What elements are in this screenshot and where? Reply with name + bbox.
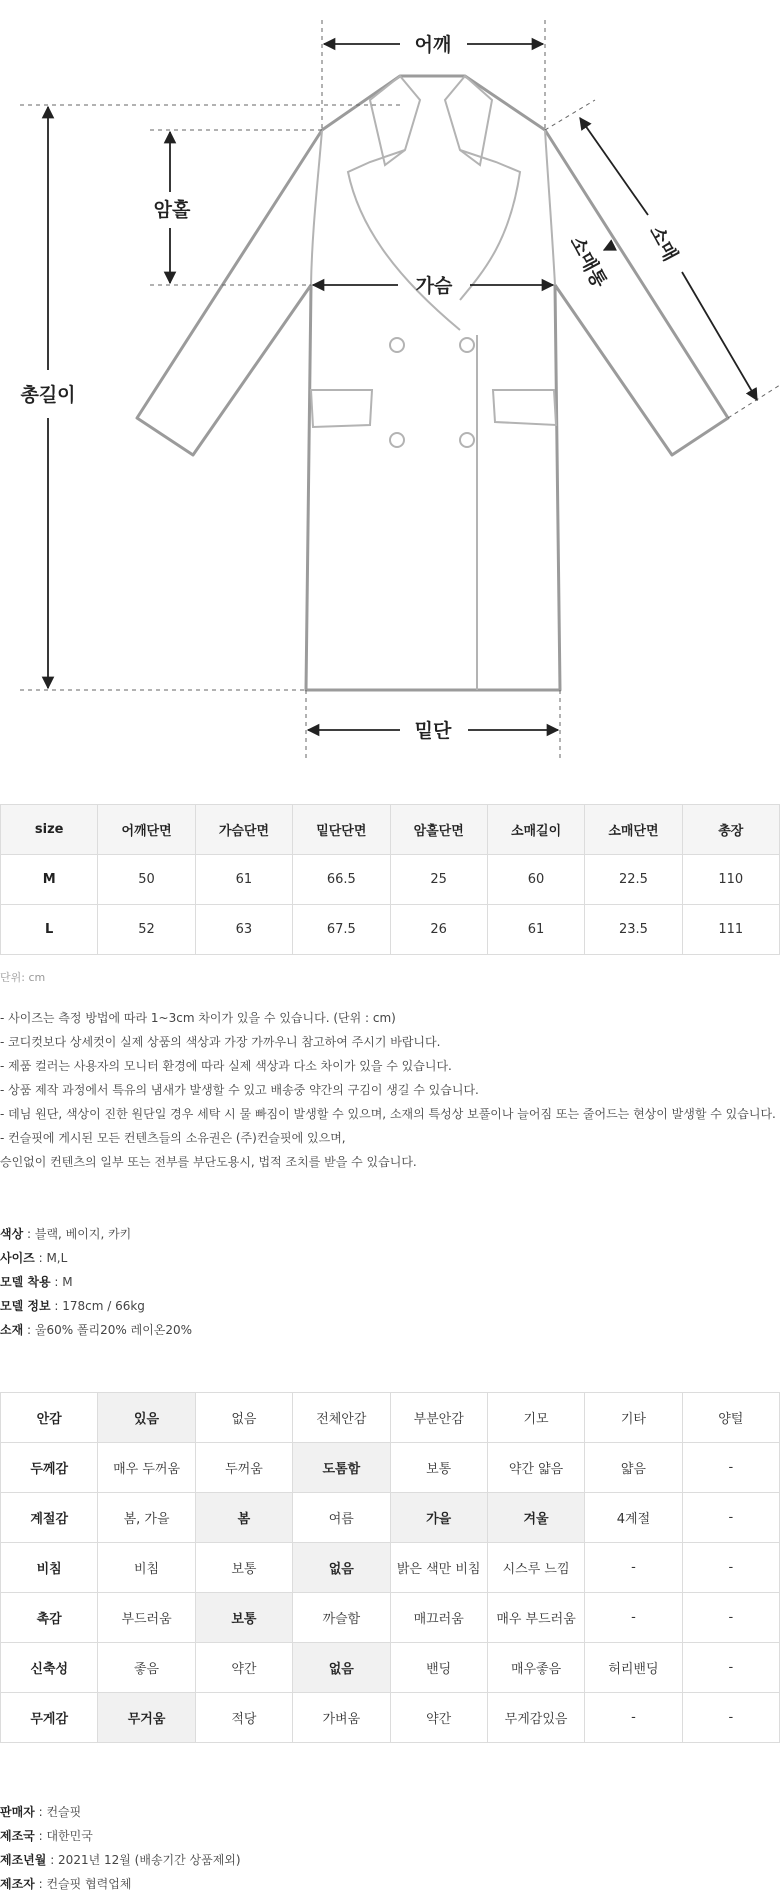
feel-cell: 두께감 xyxy=(1,1443,98,1493)
size-cell: 67.5 xyxy=(293,905,390,955)
unit-note: 단위: cm xyxy=(0,971,46,984)
spec-label: 소재 xyxy=(0,1323,24,1337)
notice-list xyxy=(0,1006,776,1174)
seller-value: : 2021년 12월 (배송기간 상품제외) xyxy=(46,1853,241,1867)
feel-cell: 가을 xyxy=(390,1493,487,1543)
feel-cell: 매끄러움 xyxy=(390,1593,487,1643)
feel-cell: 약간 얇음 xyxy=(487,1443,584,1493)
feel-cell: 매우 두꺼움 xyxy=(98,1443,195,1493)
notice-line: - 제품 컬러는 사용자의 모니터 환경에 따라 실제 색상과 다소 차이가 있을 수 있습니다. xyxy=(0,1059,452,1073)
feel-cell: 약간 xyxy=(390,1693,487,1743)
feel-cell: - xyxy=(585,1693,682,1743)
spec-row xyxy=(0,1318,192,1342)
seller-label: 제조자 xyxy=(0,1877,35,1891)
size-header-cell: 소매길이 xyxy=(487,805,584,855)
feel-cell: 밝은 색만 비침 xyxy=(390,1543,487,1593)
spec-value: : 블랙, 베이지, 카키 xyxy=(23,1227,132,1241)
seller-info xyxy=(0,1800,241,1896)
label-sleeve: 소매 xyxy=(644,222,682,265)
feel-cell: 무게감 xyxy=(1,1693,98,1743)
feel-cell: 매우 부드러움 xyxy=(487,1593,584,1643)
size-cell: 25 xyxy=(390,855,487,905)
feel-cell: 무게감있음 xyxy=(487,1693,584,1743)
label-total-length: 총길이 xyxy=(20,384,76,406)
spec-value: : 울60% 폴리20% 레이온20% xyxy=(23,1323,193,1337)
feel-cell: 매우좋음 xyxy=(487,1643,584,1693)
size-header-cell: 암홀단면 xyxy=(390,805,487,855)
spec-value: : 178cm / 66kg xyxy=(50,1299,145,1313)
size-header-cell: 가슴단면 xyxy=(195,805,292,855)
feel-cell: - xyxy=(585,1593,682,1643)
feel-cell: 좋음 xyxy=(98,1643,195,1693)
size-cell: L xyxy=(1,905,98,955)
size-cell: 63 xyxy=(195,905,292,955)
feel-cell: 까슬함 xyxy=(293,1593,390,1643)
coat-outline xyxy=(137,76,728,690)
seller-value: : 대한민국 xyxy=(34,1829,93,1843)
measure-arrows xyxy=(48,44,757,730)
label-hem: 밑단 xyxy=(414,720,452,742)
feel-cell: - xyxy=(682,1643,779,1693)
label-armhole: 암홀 xyxy=(153,199,191,221)
feel-cell: 양털 xyxy=(682,1393,779,1443)
feel-cell: 두꺼움 xyxy=(195,1443,292,1493)
feel-cell: 보통 xyxy=(195,1593,292,1643)
feel-cell: - xyxy=(585,1543,682,1593)
feel-cell: 도톰함 xyxy=(293,1443,390,1493)
size-cell: 66.5 xyxy=(293,855,390,905)
feel-cell: 적당 xyxy=(195,1693,292,1743)
size-cell: 60 xyxy=(487,855,584,905)
spec-label: 사이즈 xyxy=(0,1251,35,1265)
spec-row xyxy=(0,1246,192,1270)
seller-row xyxy=(0,1872,241,1896)
feel-cell: 보통 xyxy=(390,1443,487,1493)
size-cell: 23.5 xyxy=(585,905,682,955)
feel-row-sheerness xyxy=(1,1543,780,1593)
seller-label: 제조년월 xyxy=(0,1853,47,1867)
feel-cell: 없음 xyxy=(195,1393,292,1443)
feel-cell: 안감 xyxy=(1,1393,98,1443)
feel-cell: - xyxy=(682,1443,779,1493)
feel-cell: 봄 xyxy=(195,1493,292,1543)
size-cell: 22.5 xyxy=(585,855,682,905)
spec-row xyxy=(0,1270,192,1294)
label-shoulder: 어깨 xyxy=(414,34,452,56)
size-header-cell: 총장 xyxy=(682,805,779,855)
spec-label: 모델 착용 xyxy=(0,1275,51,1289)
feel-cell: 부분안감 xyxy=(390,1393,487,1443)
feel-cell: 전체안감 xyxy=(293,1393,390,1443)
size-cell: 50 xyxy=(98,855,195,905)
feel-cell: 촉감 xyxy=(1,1593,98,1643)
feel-cell: - xyxy=(682,1693,779,1743)
seller-value: : 컨슬핏 xyxy=(34,1805,82,1819)
spec-label: 색상 xyxy=(0,1227,24,1241)
spec-label: 모델 정보 xyxy=(0,1299,51,1313)
feel-cell: 가벼움 xyxy=(293,1693,390,1743)
feel-cell: 얇음 xyxy=(585,1443,682,1493)
seller-label: 판매자 xyxy=(0,1805,35,1819)
feel-cell: 밴딩 xyxy=(390,1643,487,1693)
size-row xyxy=(1,905,780,955)
feel-cell: 비침 xyxy=(1,1543,98,1593)
feel-row-texture xyxy=(1,1593,780,1643)
feel-cell: - xyxy=(682,1493,779,1543)
size-cell: 52 xyxy=(98,905,195,955)
dashed-guides xyxy=(20,20,780,760)
seller-row xyxy=(0,1824,241,1848)
size-cell: M xyxy=(1,855,98,905)
size-cell: 111 xyxy=(682,905,779,955)
feel-row-season xyxy=(1,1493,780,1543)
feel-cell: 계절감 xyxy=(1,1493,98,1543)
size-header-cell: size xyxy=(1,805,98,855)
seller-label: 제조국 xyxy=(0,1829,35,1843)
size-table xyxy=(0,804,780,955)
seller-row xyxy=(0,1848,241,1872)
notice-line: 승인없이 컨텐츠의 일부 또는 전부를 부단도용시, 법적 조치를 받을 수 있습니다. xyxy=(0,1155,417,1169)
label-sleeve-cuff: 소매통 xyxy=(565,232,611,292)
feel-cell: 있음 xyxy=(98,1393,195,1443)
feel-row-stretch xyxy=(1,1643,780,1693)
notice-line: - 코디컷보다 상세컷이 실제 상품의 색상과 가장 가까우니 참고하여 주시기 바랍니다. xyxy=(0,1035,441,1049)
product-specs xyxy=(0,1222,192,1342)
size-header-cell: 어깨단면 xyxy=(98,805,195,855)
feel-cell: 기타 xyxy=(585,1393,682,1443)
size-header-cell: 소매단면 xyxy=(585,805,682,855)
feel-cell: 겨울 xyxy=(487,1493,584,1543)
feel-cell: - xyxy=(682,1593,779,1643)
size-table-header xyxy=(1,805,780,855)
feel-cell: 여름 xyxy=(293,1493,390,1543)
spec-value: : M,L xyxy=(34,1251,68,1265)
spec-row xyxy=(0,1294,192,1318)
feel-cell: 신축성 xyxy=(1,1643,98,1693)
feel-cell: 허리밴딩 xyxy=(585,1643,682,1693)
feel-cell: 4계절 xyxy=(585,1493,682,1543)
feel-cell: 없음 xyxy=(293,1543,390,1593)
size-cell: 26 xyxy=(390,905,487,955)
feel-cell: 약간 xyxy=(195,1643,292,1693)
feel-row-lining xyxy=(1,1393,780,1443)
size-cell: 61 xyxy=(487,905,584,955)
coat-measurement-diagram xyxy=(0,0,780,770)
feel-cell: 봄, 가을 xyxy=(98,1493,195,1543)
size-cell: 61 xyxy=(195,855,292,905)
notice-line: - 데님 원단, 색상이 진한 원단일 경우 세탁 시 물 빠짐이 발생할 수 있으며, 소재의 특성상 보풀이나 늘어짐 또는 줄어드는 현상이 발생할 수 있습니다. xyxy=(0,1107,776,1121)
feel-row-thickness xyxy=(1,1443,780,1493)
feel-row-weight xyxy=(1,1693,780,1743)
feel-cell: 부드러움 xyxy=(98,1593,195,1643)
feel-cell: 시스루 느낌 xyxy=(487,1543,584,1593)
spec-row xyxy=(0,1222,192,1246)
size-row xyxy=(1,855,780,905)
feel-cell: 비침 xyxy=(98,1543,195,1593)
seller-row xyxy=(0,1800,241,1824)
fabric-feel-table xyxy=(0,1392,780,1743)
notice-line: - 컨슬핏에 게시된 모든 컨텐츠들의 소유권은 (주)컨슬핏에 있으며, xyxy=(0,1131,346,1145)
seller-value: : 컨슬핏 협력업체 xyxy=(34,1877,132,1891)
size-header-cell: 밑단단면 xyxy=(293,805,390,855)
notice-line: - 상품 제작 과정에서 특유의 냄새가 발생할 수 있고 배송중 약간의 구김이 생길 수 있습니다. xyxy=(0,1083,479,1097)
coat-details xyxy=(311,76,556,690)
feel-cell: - xyxy=(682,1543,779,1593)
feel-cell: 무거움 xyxy=(98,1693,195,1743)
feel-cell: 보통 xyxy=(195,1543,292,1593)
feel-cell: 기모 xyxy=(487,1393,584,1443)
size-cell: 110 xyxy=(682,855,779,905)
label-chest: 가슴 xyxy=(415,275,453,297)
spec-value: : M xyxy=(50,1275,73,1289)
notice-line: - 사이즈는 측정 방법에 따라 1~3cm 차이가 있을 수 있습니다. (단위 : cm) xyxy=(0,1011,396,1025)
feel-cell: 없음 xyxy=(293,1643,390,1693)
